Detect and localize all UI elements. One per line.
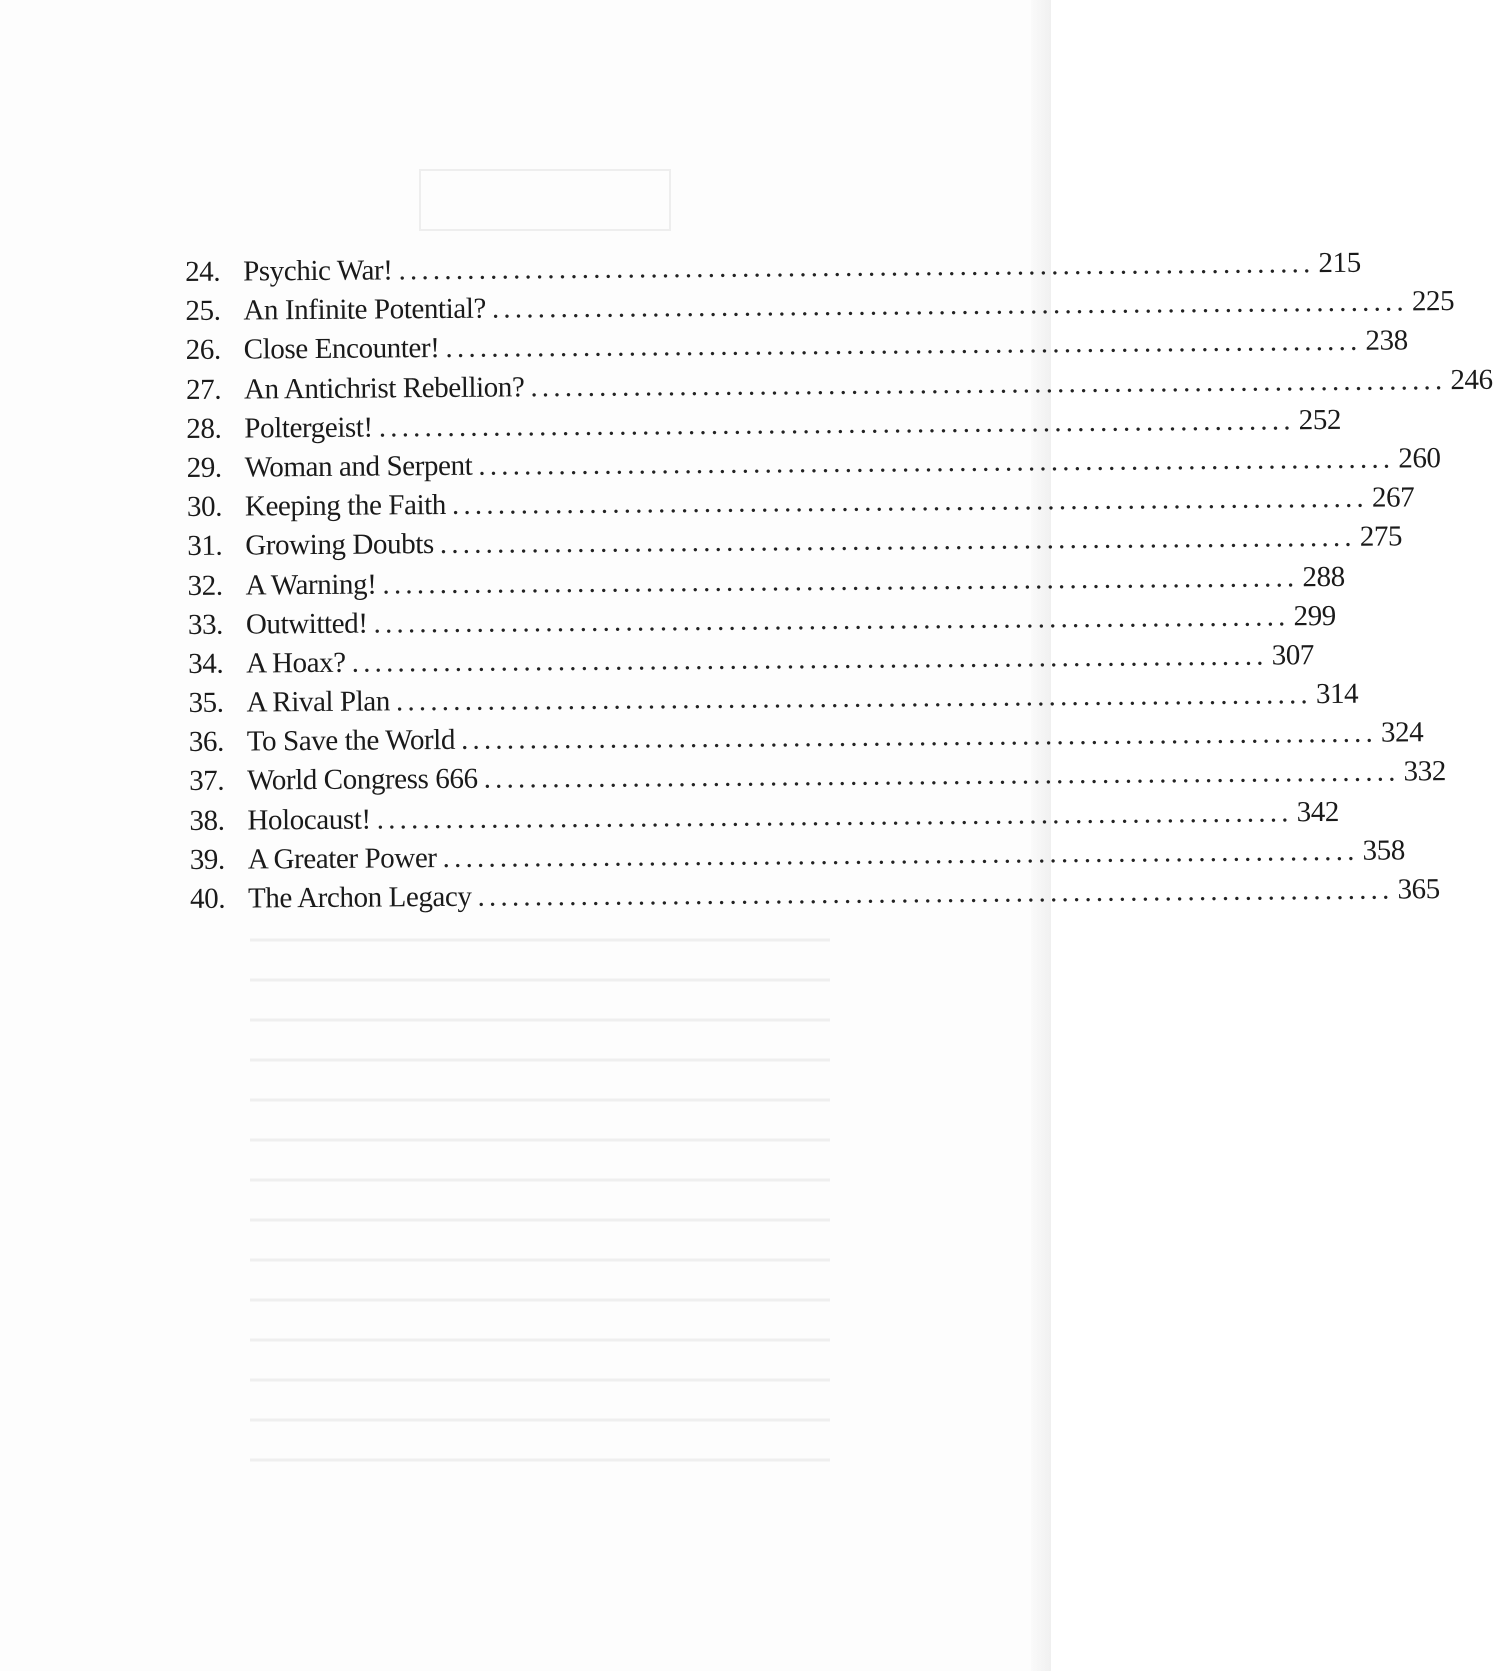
toc-entry bbox=[188, 677, 1359, 726]
dot-leader: ................................................................................ bbox=[491, 285, 1409, 325]
dot-leader: ................................................................................ bbox=[351, 639, 1268, 679]
chapter-number: 28. bbox=[186, 412, 222, 445]
toc-entry bbox=[187, 599, 1336, 648]
page-number: 342 bbox=[1296, 795, 1340, 828]
dot-leader: ................................................................................ bbox=[530, 363, 1447, 403]
dot-leader: ................................................................................ bbox=[451, 481, 1369, 522]
toc-entry bbox=[187, 520, 1403, 570]
chapter-number: 40. bbox=[189, 882, 226, 915]
dot-leader: ................................................................................ bbox=[382, 560, 1299, 600]
page-number: 299 bbox=[1293, 599, 1336, 632]
page-number: 246 bbox=[1450, 363, 1493, 396]
chapter-title: A Greater Power bbox=[247, 841, 437, 876]
chapter-number: 31. bbox=[187, 530, 223, 563]
dot-leader: ................................................................................ bbox=[478, 442, 1395, 482]
toc-entry bbox=[188, 639, 1315, 687]
chapter-number: 36. bbox=[188, 725, 225, 759]
toc-entry bbox=[189, 755, 1447, 805]
toc-entry bbox=[185, 324, 1408, 374]
page-number: 267 bbox=[1371, 481, 1415, 514]
chapter-number: 29. bbox=[186, 451, 222, 484]
table-of-contents bbox=[185, 246, 1493, 922]
chapter-number: 35. bbox=[188, 686, 224, 720]
chapter-number: 25. bbox=[185, 294, 221, 328]
chapter-title: World Congress 666 bbox=[246, 763, 478, 797]
dot-leader: ................................................................................ bbox=[395, 678, 1313, 718]
chapter-title: An Infinite Potential? bbox=[243, 292, 487, 327]
chapter-number: 26. bbox=[185, 334, 221, 367]
dot-leader: ................................................................................ bbox=[398, 247, 1315, 287]
chapter-number: 39. bbox=[189, 843, 225, 876]
page-number: 324 bbox=[1380, 716, 1424, 749]
chapter-title: A Rival Plan bbox=[246, 685, 391, 719]
page-number: 365 bbox=[1397, 873, 1440, 906]
chapter-number: 38. bbox=[189, 804, 225, 837]
dot-leader: ................................................................................ bbox=[373, 600, 1290, 640]
toc-entry bbox=[186, 403, 1342, 452]
chapter-number: 34. bbox=[188, 647, 224, 680]
chapter-title: Close Encounter! bbox=[243, 332, 440, 366]
chapter-title: Keeping the Faith bbox=[244, 489, 447, 523]
dot-leader: ................................................................................ bbox=[445, 325, 1362, 365]
toc-entry bbox=[185, 285, 1455, 335]
chapter-title: Holocaust! bbox=[247, 803, 371, 837]
dot-leader: ................................................................................ bbox=[477, 873, 1394, 913]
toc-entry bbox=[189, 795, 1340, 844]
dot-leader: ................................................................................ bbox=[483, 755, 1400, 796]
chapter-title: To Save the World bbox=[246, 724, 456, 758]
dot-leader: ................................................................................ bbox=[439, 521, 1356, 561]
page-number: 225 bbox=[1411, 285, 1455, 318]
chapter-title: A Hoax? bbox=[246, 646, 346, 680]
page-number: 275 bbox=[1359, 520, 1403, 554]
page-number: 288 bbox=[1302, 560, 1345, 593]
toc-entry bbox=[186, 442, 1441, 491]
chapter-title: Growing Doubts bbox=[245, 528, 434, 562]
chapter-title: Psychic War! bbox=[242, 254, 393, 288]
dot-leader: ................................................................................ bbox=[442, 834, 1359, 874]
chapter-title: Outwitted! bbox=[245, 607, 368, 641]
toc-entry bbox=[189, 873, 1440, 922]
chapter-title: A Warning! bbox=[245, 568, 377, 602]
chapter-number: 27. bbox=[185, 373, 222, 406]
chapter-title: Poltergeist! bbox=[244, 411, 373, 445]
chapter-number: 33. bbox=[187, 608, 224, 641]
dot-leader: ................................................................................ bbox=[376, 795, 1293, 836]
page-number: 215 bbox=[1318, 246, 1361, 280]
toc-entry bbox=[189, 834, 1406, 883]
chapter-number: 24. bbox=[185, 255, 221, 288]
chapter-title: Woman and Serpent bbox=[244, 449, 473, 484]
page-number: 252 bbox=[1298, 403, 1342, 437]
dot-leader: ................................................................................ bbox=[460, 716, 1378, 757]
toc-entry bbox=[186, 481, 1415, 530]
chapter-number: 37. bbox=[189, 765, 225, 798]
page-number: 358 bbox=[1362, 834, 1406, 867]
page-number: 238 bbox=[1365, 324, 1408, 358]
chapter-title: The Archon Legacy bbox=[247, 880, 472, 915]
chapter-number: 30. bbox=[186, 490, 223, 524]
page-number: 307 bbox=[1271, 639, 1315, 672]
dot-leader: ................................................................................ bbox=[378, 404, 1295, 444]
chapter-number: 32. bbox=[187, 569, 223, 602]
toc-entry bbox=[188, 716, 1424, 766]
toc-entry bbox=[185, 363, 1493, 413]
toc-entry bbox=[187, 560, 1345, 609]
page-number: 260 bbox=[1398, 442, 1441, 475]
chapter-title: An Antichrist Rebellion? bbox=[243, 370, 525, 406]
toc-entry bbox=[185, 246, 1361, 295]
page-number: 332 bbox=[1403, 755, 1447, 788]
page-number: 314 bbox=[1315, 677, 1359, 711]
